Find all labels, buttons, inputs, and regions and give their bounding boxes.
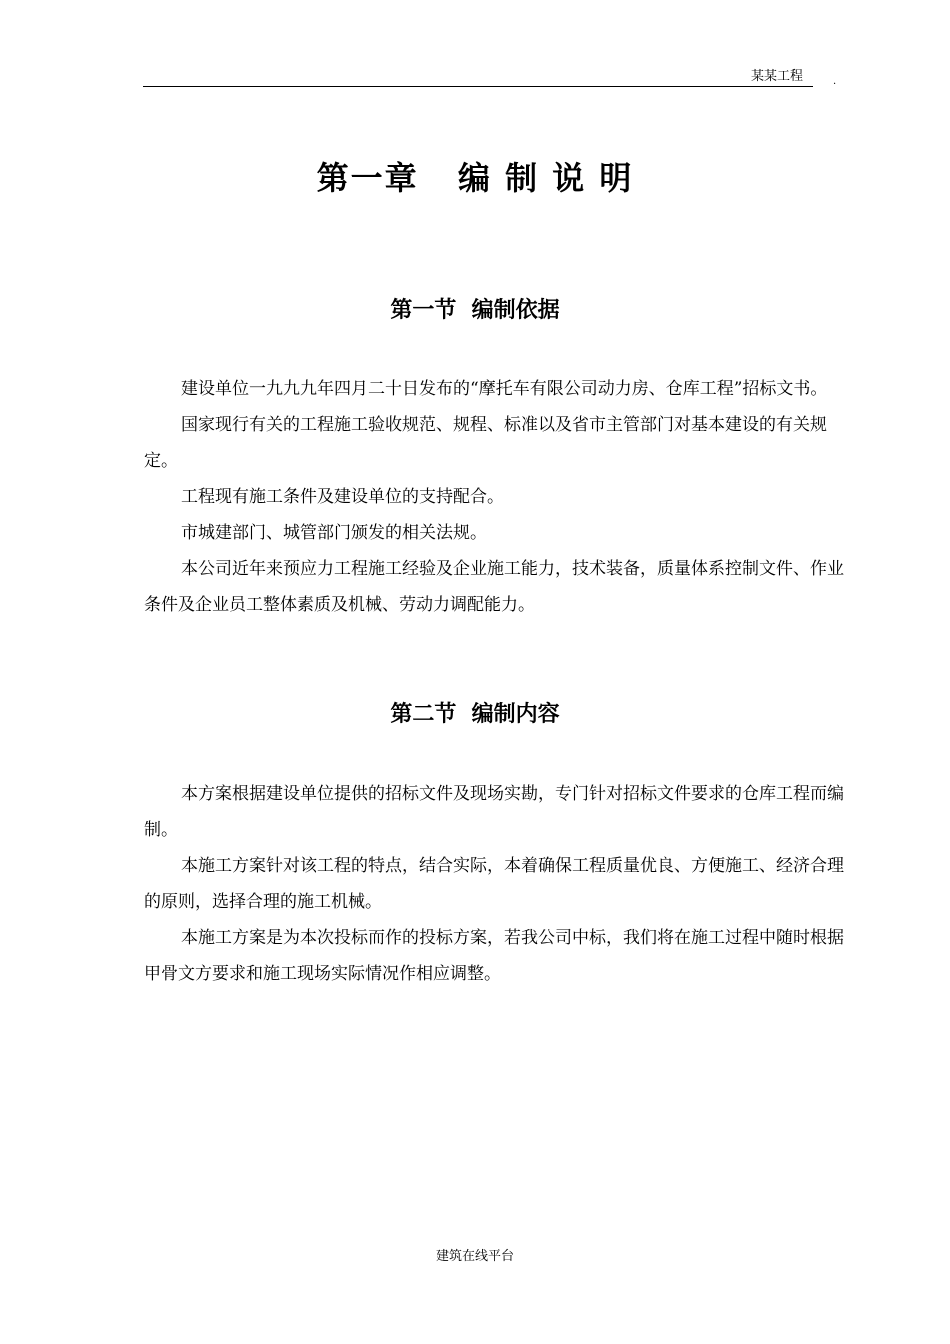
footer-text: 建筑在线平台 xyxy=(435,1249,514,1264)
header-project-name: 某某工程 xyxy=(751,69,804,84)
paragraph: 本公司近年来预应力工程施工经验及企业施工能力，技术装备，质量体系控制文件、作业条件及企业员工整体素质及机械、劳动力调配能力。 xyxy=(144,559,844,615)
header-dot: . xyxy=(833,76,837,87)
section-title-basis: 第一节 编制依据 xyxy=(390,298,560,323)
paragraph: 本施工方案是为本次投标而作的投标方案，若我公司中标，我们将在施工过程中随时根据甲骨文方要求和施工现场实际情况作相应调整。 xyxy=(144,928,844,984)
paragraph: 国家现行有关的工程施工验收规范、规程、标准以及省市主管部门对基本建设的有关规定。 xyxy=(144,415,827,471)
section-content-body xyxy=(144,776,844,992)
paragraph: 工程现有施工条件及建设单位的支持配合。 xyxy=(181,487,504,507)
header-rule xyxy=(143,86,813,87)
paragraph: 本施工方案针对该工程的特点，结合实际，本着确保工程质量优良、方便施工、经济合理的原则，选择合理的施工机械。 xyxy=(144,856,844,912)
section-basis-body xyxy=(144,371,844,623)
paragraph: 本方案根据建设单位提供的招标文件及现场实勘，专门针对招标文件要求的仓库工程而编制。 xyxy=(144,784,844,840)
paragraph: 建设单位一九九九年四月二十日发布的“摩托车有限公司动力房、仓库工程”招标文书。 xyxy=(181,379,828,399)
section-title-content: 第二节 编制内容 xyxy=(390,702,560,727)
paragraph: 市城建部门、城管部门颁发的相关法规。 xyxy=(181,523,487,543)
chapter-title: 第一章 编 制 说 明 xyxy=(316,159,634,197)
